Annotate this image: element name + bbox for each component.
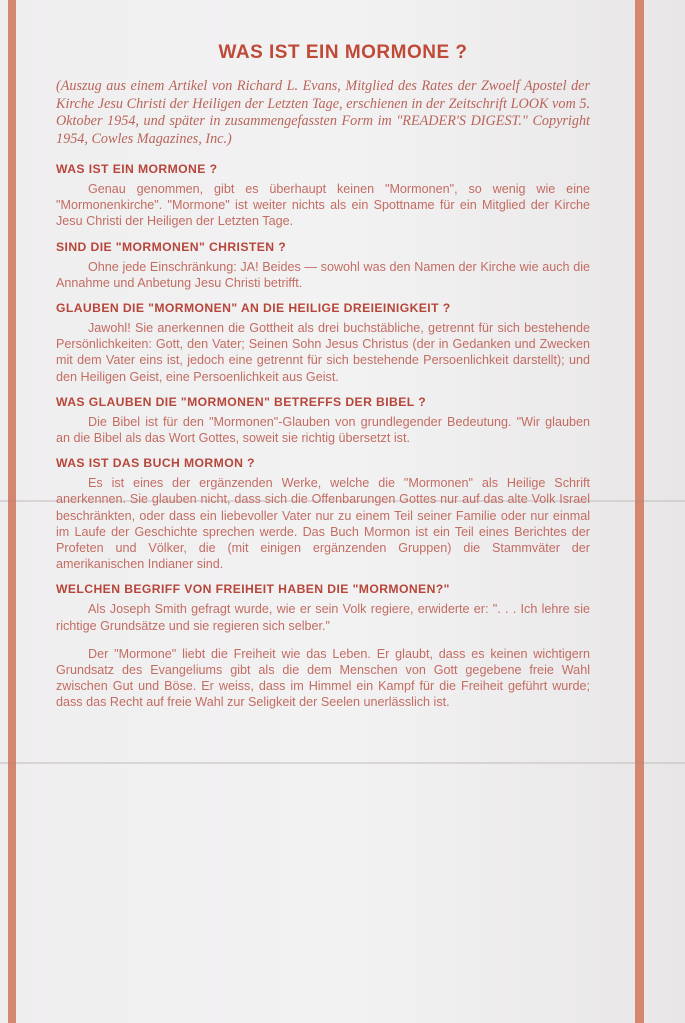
section xyxy=(56,395,590,446)
section-paragraph: Als Joseph Smith gefragt wurde, wie er sein Volk regiere, erwiderte er: ". . . Ich lehre sie richtige Grundsätze und sie regieren sich selber." xyxy=(56,602,590,633)
section-paragraph: Ohne jede Einschränkung: JA! Beides — sowohl was den Namen der Kirche wie auch die Annahme und Anbetung Jesu Christi betrifft. xyxy=(56,259,590,290)
section xyxy=(56,456,590,572)
section xyxy=(56,301,590,385)
document-content xyxy=(56,38,590,721)
section-heading: WELCHEN BEGRIFF VON FREIHEIT HABEN DIE "MORMONEN?" xyxy=(56,582,450,597)
section-paragraph: Jawohl! Sie anerkennen die Gottheit als drei buchstäbliche, getrennt für sich bestehende Persönlichkeiten: Gott, den Vater; Seinen Sohn Jesus Christus (der in Gedanken und Zwecken mit dem Vater eins ist, jedoch eine getrennt für sich bestehende Persoenlichkeit darstellt); und den Heiligen Geist, eine Persoenlichkeit aus Geist. xyxy=(56,321,590,384)
right-border-line xyxy=(635,0,644,1023)
section-paragraph: Genau genommen, gibt es überhaupt keinen "Mormonen", so wenig wie eine "Mormonenkirche". "Mormone" ist weiter nichts als ein Spottname für ein Mitglied der Kirche Jesu Christi der Heiligen der Letzten Tage. xyxy=(56,182,590,229)
section xyxy=(56,582,590,710)
paper-fold xyxy=(0,762,685,764)
section xyxy=(56,162,590,230)
section-paragraph: Es ist eines der ergänzenden Werke, welche die "Mormonen" als Heilige Schrift anerkennen. Sie glauben nicht, dass sich die Offenbarungen Gottes nur auf das alte Volk Israel beschränkten, oder dass ein liebevoller Vater nur zu einem Teil seiner Familie oder nur einmal im Laufe der Geschichte sprechen werde. Das Buch Mormon ist ein Teil eines Berichtes der Profeten und Völker, die (mit einigen ergänzenden Gruppen) die Stammväter der amerikanischen Indianer sind. xyxy=(56,476,590,572)
section-heading: SIND DIE "MORMONEN" CHRISTEN ? xyxy=(56,239,287,254)
page-title: WAS IST EIN MORMONE ? xyxy=(218,42,468,63)
intro-note: (Auszug aus einem Artikel von Richard L. Evans, Mitglied des Rates der Zwoelf Apostel der Kirche Jesu Christi der Heiligen der Letzten Tage, erschienen in der Zeitschrift LOOK vom 5. Oktober 1954, und später in zusammengefassten Form im "READER'S DIGEST." Copyright 1954, Cowles Magazines, Inc.) xyxy=(56,78,590,147)
section-heading: WAS GLAUBEN DIE "MORMONEN" BETREFFS DER BIBEL ? xyxy=(56,394,427,409)
section-paragraph: Die Bibel ist für den "Mormonen"-Glauben von grundlegender Bedeutung. "Wir glauben an die Bibel als das Wort Gottes, soweit sie richtig übersetzt ist. xyxy=(56,414,590,446)
section-heading: GLAUBEN DIE "MORMONEN" AN DIE HEILIGE DREIEINIGKEIT ? xyxy=(56,301,451,316)
section-heading: WAS IST EIN MORMONE ? xyxy=(56,162,218,176)
section-heading: WAS IST DAS BUCH MORMON ? xyxy=(56,456,255,471)
section xyxy=(56,240,590,291)
left-border-line xyxy=(8,0,16,1023)
section-paragraph: Der "Mormone" liebt die Freiheit wie das Leben. Er glaubt, dass es keinen wichtigern Grundsatz des Evangeliums gibt als die dem Menschen von Gott gegebene freie Wahl zwischen Gut und Böse. Er weiss, dass im Himmel ein Kampf für die Freiheit geführt wurde; dass das Recht auf freie Wahl zur Seligkeit der Seelen unerlässlich ist. xyxy=(56,646,590,710)
